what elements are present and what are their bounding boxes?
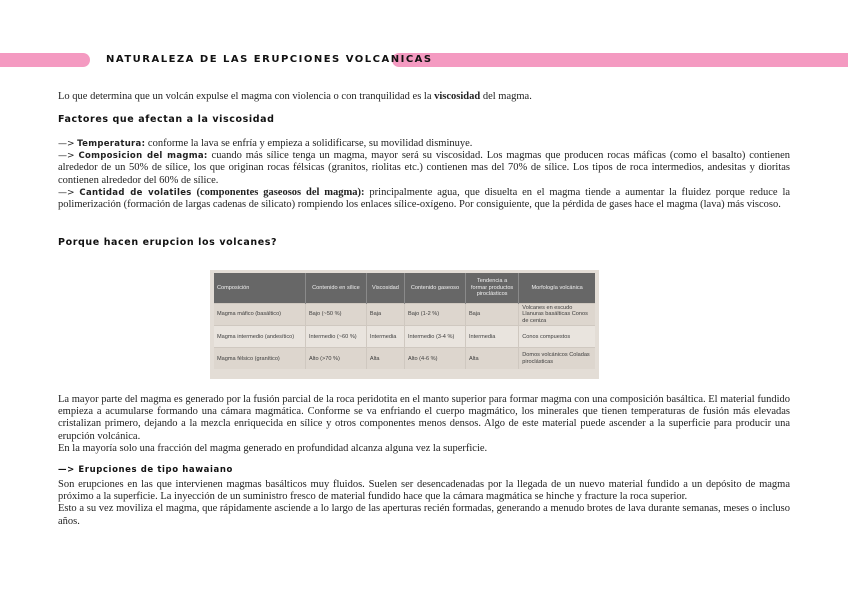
table-cell: Alto (>70 %)	[305, 348, 366, 370]
table-header-cell: Composición	[214, 273, 305, 304]
table-cell: Domos volcánicos Coladas piroclásticas	[519, 348, 595, 370]
table-cell: Bajo (1-2 %)	[404, 304, 465, 326]
hawaiian-heading: —> Erupciones de tipo hawaiano	[58, 465, 233, 475]
section-heading-erupcion: Porque hacen erupcion los volcanes?	[58, 237, 278, 248]
table-row	[214, 326, 595, 348]
table-cell: Magma intermedio (andesítico)	[214, 326, 305, 348]
magma-paragraph-2: En la mayoría solo una fracción del magma generado en profundidad alcanza alguna vez la superficie.	[58, 442, 488, 454]
page-title: NATURALEZA DE LAS ERUPCIONES VOLCANICAS	[106, 54, 433, 65]
factors-heading: Factores que afectan a la viscosidad	[58, 114, 275, 125]
table-cell: Conos compuestos	[519, 326, 595, 348]
table-cell: Magma félsico (granítico)	[214, 348, 305, 370]
table-row	[214, 304, 595, 326]
magma-table-photo	[210, 270, 599, 379]
table-cell: Volcanes en escudo Llanuras basálticas Conos de ceniza	[519, 304, 595, 326]
factors-list	[58, 138, 790, 211]
magma-paragraph	[58, 394, 790, 455]
intro-paragraph: Lo que determina que un volcán expulse el magma con violencia o con tranquilidad es la viscosidad del magma.	[58, 91, 532, 102]
hawaiian-paragraph	[58, 479, 790, 528]
hawaiian-paragraph-1: Son erupciones en las que intervienen magmas basálticos muy fluidos. Suelen ser desencadenadas por la llegada de un nuevo material fundido a un depósito de magma próximo a la superficie. La inyección de un suministro fresco de material fundido hace que la cámara magmática se hinche y fracture la roca superior.	[58, 479, 790, 503]
table-header-cell: Viscosidad	[366, 273, 404, 304]
magma-table	[214, 273, 595, 369]
table-cell: Intermedia	[366, 326, 404, 348]
table-cell: Baja	[366, 304, 404, 326]
table-cell: Intermedio (~60 %)	[305, 326, 366, 348]
table-header-cell: Tendencia a formar productos piroclásticos	[465, 273, 518, 304]
table-cell: Intermedia	[465, 326, 518, 348]
factor-composicion: —> Composicion del magma: cuando más sílice tenga un magma, mayor será su viscosidad. Los magmas que producen rocas máficas (como el basalto) contienen alrededor de un 50% de sílice, los que originan rocas félsicas (granitos, riolitas etc.) contienen mas del 70% de sílice. Los tipos de roca intermedios, andesitas y dioritas contienen alrededor del 60% de sílice.	[58, 150, 791, 186]
table-header-cell: Contenido en sílice	[305, 273, 366, 304]
factor-temperatura: —> Temperatura: conforme la lava se enfría y empieza a solidificarse, su movilidad disminuye.	[58, 138, 473, 149]
table-header-row	[214, 273, 595, 304]
table-cell: Alto (4-6 %)	[404, 348, 465, 370]
table-cell: Alta	[465, 348, 518, 370]
table-row	[214, 348, 595, 370]
factor-volatiles: —> Cantidad de volatiles (componentes gaseosos del magma): principalmente agua, que disuelta en el magma tiende a aumentar la fluidez porque reduce la polimerización (formación de largas cadenas de silicato) rompiendo los enlaces sílice-oxígeno. Por consiguiente, que la pérdida de gases hace el magma (lava) más viscoso.	[58, 186, 791, 211]
hawaiian-paragraph-2: Esto a su vez moviliza el magma, que rápidamente asciende a lo largo de las aperturas recién formadas, generando a menudo brotes de lava durante semanas, meses o incluso años.	[58, 503, 790, 527]
title-accent-right	[392, 53, 848, 67]
table-cell: Magma máfico (basáltico)	[214, 304, 305, 326]
title-accent-left	[0, 53, 90, 67]
table-header-cell: Morfología volcánica	[519, 273, 595, 304]
magma-paragraph-1: La mayor parte del magma es generado por la fusión parcial de la roca peridotita en el manto superior para formar magma con una composición basáltica. El material fundido empieza a acumularse formando una cámara magmática. Conforme se va enfriando el cuerpo magmático, los minerales que tienen temperaturas de fusión más elevadas cristalizan primero, dejando a la mezcla enriquecida en sílice y otros componentes menos densos. Algo de este material puede ascender a la superficie para producir una erupción volcánica.	[58, 394, 790, 442]
table-cell: Baja	[465, 304, 518, 326]
table-cell: Bajo (~50 %)	[305, 304, 366, 326]
table-cell: Intermedio (3-4 %)	[404, 326, 465, 348]
table-cell: Alta	[366, 348, 404, 370]
table-header-cell: Contenido gaseoso	[404, 273, 465, 304]
